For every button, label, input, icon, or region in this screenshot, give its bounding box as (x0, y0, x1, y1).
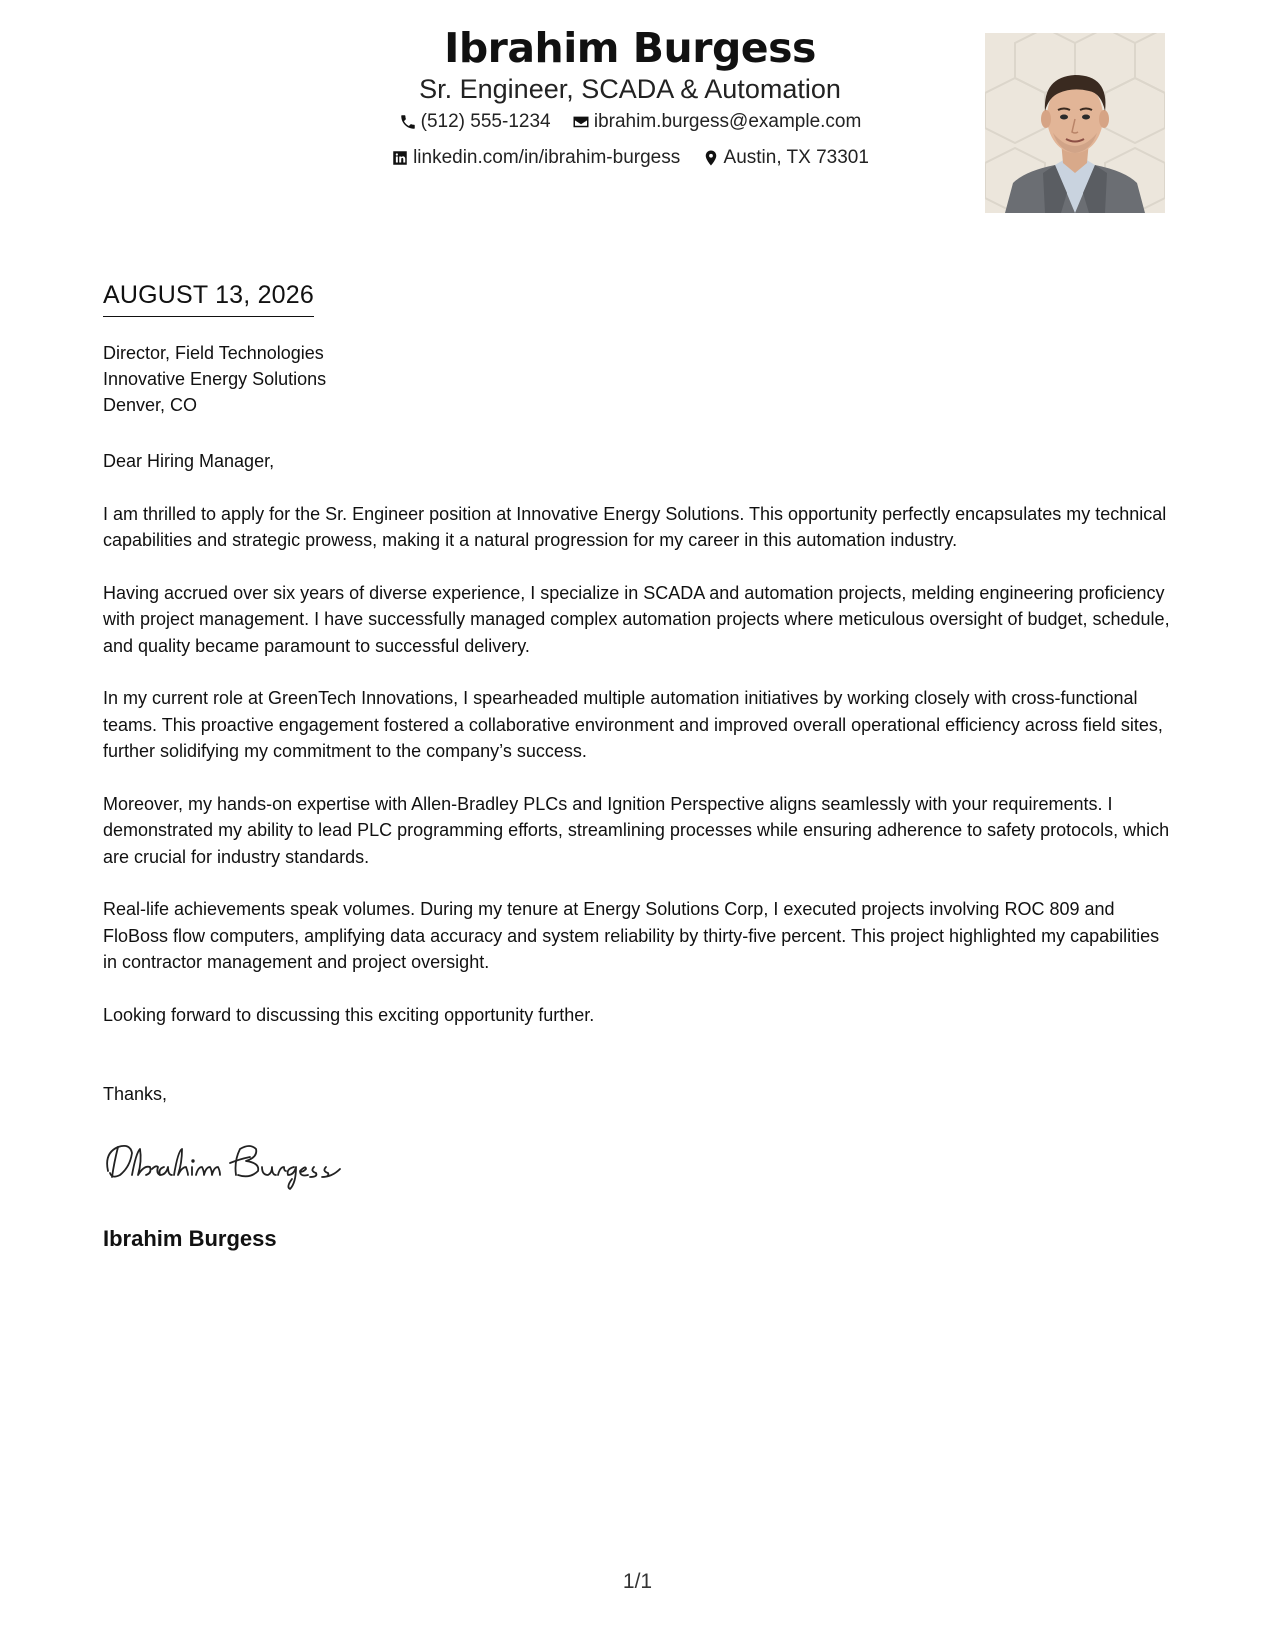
portrait-illustration (985, 33, 1165, 213)
phone-icon (399, 113, 417, 131)
letter-date-block (103, 278, 314, 317)
recipient-role: Director, Field Technologies (103, 343, 324, 363)
location-contact (702, 142, 869, 174)
email-text[interactable]: ibrahim.burgess@example.com (593, 111, 862, 132)
linkedin-icon (391, 149, 409, 167)
header-info (330, 22, 930, 178)
letter-date: AUGUST 13, 2026 (103, 278, 314, 317)
contact-row-2 (330, 142, 930, 178)
location-text: Austin, TX 73301 (723, 147, 869, 168)
letter-body (103, 448, 1178, 1054)
applicant-name: Ibrahim Burgess (444, 24, 816, 72)
recipient-company: Innovative Energy Solutions (103, 369, 327, 389)
envelope-icon (572, 113, 590, 131)
phone-contact (399, 106, 551, 138)
recipient-block (103, 340, 326, 418)
email-contact[interactable] (572, 106, 861, 138)
printed-name: Ibrahim Burgess (103, 1226, 277, 1251)
page-number: 1/1 (622, 1570, 653, 1593)
paragraph-5: Real-life achievements speak volumes. During my tenure at Energy Solutions Corp, I executed projects involving ROC 809 and FloBoss flow computers, amplifying data accuracy and system reliability by thirty-five percent. This project highlighted my capabilities in contractor management and project oversight. (103, 899, 1160, 972)
paragraph-4: Moreover, my hands-on expertise with Allen-Bradley PLCs and Ignition Perspective aligns seamlessly with your requirements. I demonstrated my ability to lead PLC programming efforts, streamlining processes while ensuring adherence to safety protocols, which are crucial for industry standards. (103, 793, 1170, 867)
letter-header (0, 0, 1275, 220)
map-marker-icon (702, 149, 720, 167)
paragraph-6: Looking forward to discussing this exciting opportunity further. (103, 1004, 595, 1025)
closing: Thanks, (103, 1084, 168, 1104)
paragraph-2: Having accrued over six years of diverse experience, I specialize in SCADA and automation projects, melding engineering proficiency with project management. I have successfully managed complex automation projects where meticulous oversight of budget, schedule, and quality became paramount to successful delivery. (103, 582, 1170, 656)
handwritten-signature (100, 1133, 370, 1193)
applicant-title: Sr. Engineer, SCADA & Automation (419, 74, 841, 104)
recipient-location: Denver, CO (103, 395, 198, 415)
salutation: Dear Hiring Manager, (103, 451, 275, 471)
signature-drawing (100, 1133, 370, 1193)
linkedin-contact[interactable] (391, 142, 680, 174)
contact-row-1 (330, 106, 930, 142)
paragraph-3: In my current role at GreenTech Innovations, I spearheaded multiple automation initiatives by working closely with cross-functional teams. This proactive engagement fostered a collaborative environment and improved overall operational efficiency across field sites, further solidifying my commitment to the company’s success. (103, 688, 1163, 761)
profile-photo (985, 33, 1165, 213)
paragraph-1: I am thrilled to apply for the Sr. Engineer position at Innovative Energy Solutions. This opportunity perfectly encapsulates my technical capabilities and strategic prowess, making it a natural progression for my career in this automation industry. (103, 503, 1167, 550)
linkedin-text[interactable]: linkedin.com/in/ibrahim-burgess (413, 147, 681, 168)
phone-text: (512) 555-1234 (420, 111, 551, 132)
